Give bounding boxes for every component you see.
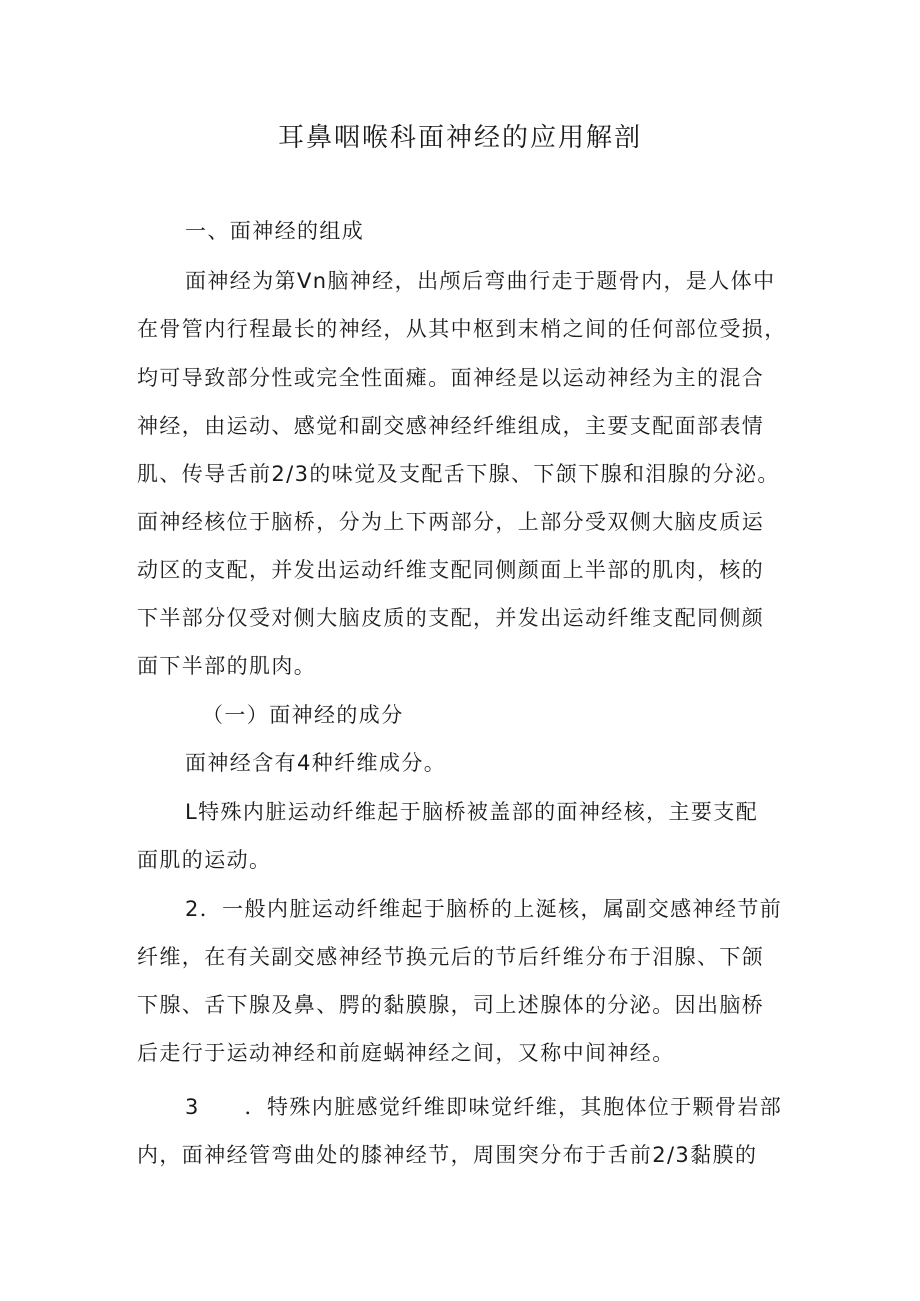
item3-line: 内，面神经管弯曲处的膝神经节，周围突分布于舌前2/3黏膜的 — [137, 1143, 758, 1167]
item3-line: 3 ．特殊内脏感觉纤维即味觉纤维，其胞体位于颗骨岩部 — [185, 1095, 783, 1119]
item2-line: 2．一般内脏运动纤维起于脑桥的上涎核，属副交感神经节前 — [185, 897, 783, 921]
paragraph1-line: 下半部分仅受对侧大脑皮质的支配，并发出运动纤维支配同侧颜 — [137, 606, 765, 630]
paragraph1-line: 面神经核位于脑桥，分为上下两部分，上部分受双侧大脑皮质运 — [137, 510, 765, 534]
item2-line: 纤维，在有关副交感神经节换元后的节后纤维分布于泪腺、下颌 — [137, 945, 765, 969]
paragraph1-line: 动区的支配，并发出运动纤维支配同侧颜面上半部的肌肉，核的 — [137, 558, 765, 582]
document-title: 耳鼻咽喉科面神经的应用解剖 — [277, 123, 642, 153]
paragraph1-line: 肌、传导舌前2/3的味觉及支配舌下腺、下颌下腺和泪腺的分泌。 — [137, 462, 780, 486]
item1-line: L特殊内脏运动纤维起于脑桥被盖部的面神经核，主要支配 — [185, 800, 759, 824]
item2-line: 下腺、舌下腺及鼻、腭的黏膜腺，司上述腺体的分泌。因出脑桥 — [137, 993, 765, 1017]
paragraph1-line: 神经，由运动、感觉和副交感神经纤维组成，主要支配面部表情 — [137, 414, 765, 438]
paragraph1-line: 均可导致部分性或完全性面瘫。面神经是以运动神经为主的混合 — [137, 366, 765, 390]
paragraph1-line: 面神经为第Vn脑神经，出颅后弯曲行走于题骨内，是人体中 — [185, 269, 776, 293]
paragraph2: 面神经含有4种纤维成分。 — [185, 751, 447, 775]
section-heading: 一、面神经的组成 — [185, 219, 365, 243]
paragraph1-line: 面下半部的肌肉。 — [137, 654, 317, 678]
item1-line: 面肌的运动。 — [137, 848, 272, 872]
item2-line: 后走行于运动神经和前庭蜗神经之间，又称中间神经。 — [137, 1041, 675, 1065]
subsection-heading: （一）面神经的成分 — [202, 703, 404, 727]
paragraph1-line: 在骨管内行程最长的神经，从其中枢到末梢之间的任何部位受损， — [137, 317, 787, 341]
